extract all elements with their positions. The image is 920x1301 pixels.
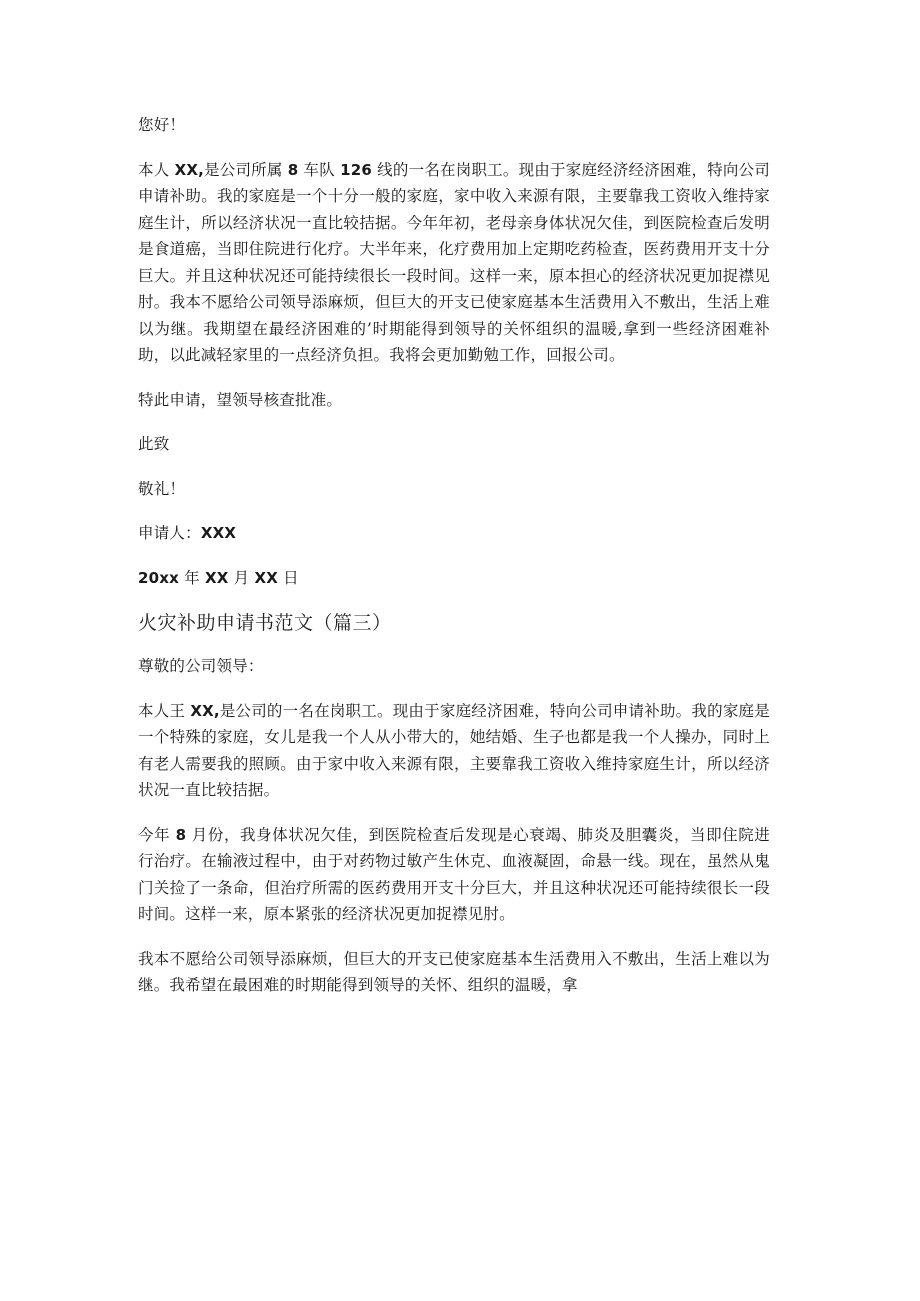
date-line bbox=[138, 565, 770, 592]
paragraph-prefix: 今年 bbox=[138, 825, 176, 844]
section3-paragraph-1 bbox=[138, 698, 770, 804]
section-title: 火灾补助申请书范文（篇三） bbox=[138, 612, 392, 634]
date-year-unit: 年 bbox=[179, 568, 205, 587]
date-month-unit: 月 bbox=[228, 568, 255, 587]
body-text: 车队 bbox=[298, 160, 341, 179]
date-day: XX bbox=[254, 568, 279, 587]
document-page bbox=[138, 112, 770, 999]
greeting: 您好！ bbox=[138, 116, 186, 134]
applicant-placeholder-name: XX, bbox=[190, 701, 220, 720]
section3-paragraph-2 bbox=[138, 822, 770, 928]
closing-line-1: 此致 bbox=[138, 435, 170, 453]
applicant-line bbox=[138, 520, 770, 547]
salutation: 尊敬的公司领导： bbox=[138, 657, 264, 675]
applicant-label: 申请人： bbox=[138, 524, 201, 542]
body-prefix: 本人 bbox=[138, 160, 175, 179]
paragraph-text: 是公司的一名在岗职工。现由于家庭经济困难，特向公司申请补助。我的家庭是一个特殊的家庭，女儿是我一个人从小带大的，她结婚、生子也都是我一个人操办，同时上有老人需要我的照顾。由于家中收入来源有限，主要靠我工资收入维持家庭生计，所以经济状况一直比较拮据。 bbox=[138, 701, 770, 799]
date-month: XX bbox=[205, 568, 229, 587]
paragraph-text: 月份，我身体状况欠佳，到医院检查后发现是心衰竭、肺炎及胆囊炎，当即住院进行治疗。在输液过程中，由于对药物过敏产生休克、血液凝固，命悬一线。现在，虽然从鬼门关捡了一条命，但治疗所需的医药费用开支十分巨大，并且这种状况还可能持续很长一段时间。这样一来，原本紧张的经济状况更加捉襟见肘。 bbox=[138, 825, 770, 923]
applicant-placeholder-name: XX, bbox=[174, 160, 205, 179]
applicant-name: XXX bbox=[200, 524, 237, 542]
date-year: 20xx bbox=[138, 568, 180, 587]
date-day-unit: 日 bbox=[278, 568, 299, 587]
paragraph-prefix: 本人王 bbox=[138, 701, 191, 720]
request-line: 特此申请，望领导核查批准。 bbox=[138, 390, 343, 409]
route-number: 126 bbox=[340, 160, 373, 179]
section3-paragraph-3: 我本不愿给公司领导添麻烦，但巨大的开支已使家庭基本生活费用入不敷出，生活上难以为继。我希望在最困难的时期能得到领导的关怀、组织的温暖，拿 bbox=[138, 949, 770, 994]
month-number: 8 bbox=[175, 825, 187, 844]
body-text: 是公司所属 bbox=[204, 160, 288, 179]
body-text: 线的一名在岗职工。现由于家庭经济经济困难，特向公司申请补助。我的家庭是一个十分一般的家庭，家中收入来源有限，主要靠我工资收入维持家庭生计，所以经济状况一直比较拮据。今年年初，老母亲身体状况欠佳，到医院检查后发明是食道癌，当即住院进行化疗。大半年来，化疗费用加上定期吃药检查，医药费用开支十分巨大。并且这种状况还可能持续很长一段时间。这样一来，原本担心的经济状况更加捉襟见肘。我本不愿给公司领导添麻烦，但巨大的开支已使家庭基本生活费用入不敷出，生活上难以为继。我期望在最经济困难的’时期能得到领导的关怀组织的温暖,拿到一些经济困难补助，以此减轻家里的一点经济负担。我将会更加勤勉工作，回报公司。 bbox=[138, 160, 771, 364]
letter-body-paragraph bbox=[138, 157, 770, 369]
fleet-number: 8 bbox=[287, 160, 299, 179]
closing-line-2: 敬礼！ bbox=[138, 479, 186, 498]
